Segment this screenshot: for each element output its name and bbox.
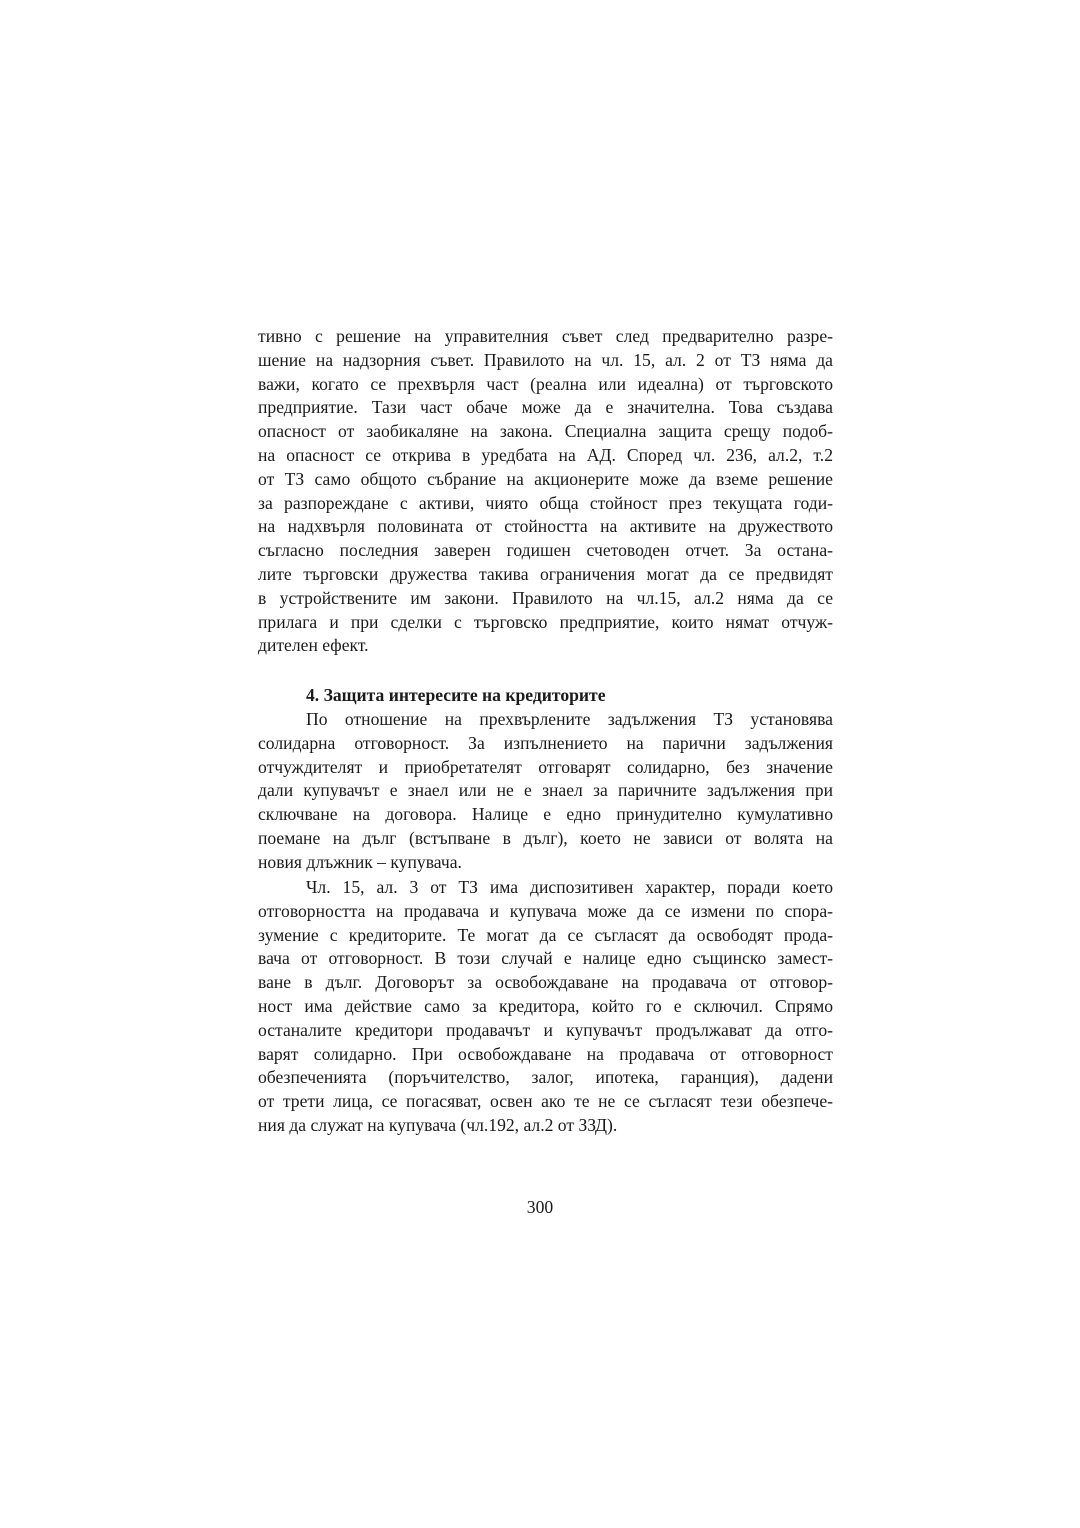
text-line: отговорността на продавача и купувача може да се измени по спора- [258,900,833,921]
paragraph [258,708,833,875]
text-line: прилага и при сделки с търговско предприятие, които нямат отчуж- [258,611,833,632]
text-line: вача от отговорност. В този случай е налице едно същинско замест- [258,948,833,969]
text-line: По отношение на прехвърлените задължения ТЗ установява [306,709,833,729]
text-line: ния да служат на купувача (чл.192, ал.2 от ЗЗД). [258,1114,618,1135]
text-line: от трети лица, се погасяват, освен ако те не се съгласят тези обезпече- [258,1091,833,1112]
text-line: Чл. 15, ал. 3 от ТЗ има диспозитивен характер, поради което [306,877,833,897]
text-line: зумение с кредиторите. Те могат да се съгласят да освободят прода- [258,924,833,945]
text-line: тивно с решение на управителния съвет след предварително разре- [258,326,833,346]
text-line: на надхвърля половината от стойността на активите на дружеството [258,516,833,537]
text-line: солидарна отговорност. За изпълнението на парични задължения [258,732,833,753]
text-line: варят солидарно. При освобождаване на продавача от отговорност [258,1043,833,1064]
text-line: важи, когато се прехвърля част (реална или идеална) от търговското [258,373,833,394]
text-line: лите търговски дружества такива ограничения могат да се предвидят [258,563,833,584]
text-line: шение на надзорния съвет. Правилото на чл. 15, ал. 2 от ТЗ няма да [258,349,833,370]
text-line: останалите кредитори продавачът и купувачът продължават да отго- [258,1019,833,1040]
text-line: опасност от заобикаляне на закона. Специална защита срещу подоб- [258,421,833,442]
paragraph [258,325,833,658]
page-number: 300 [526,1197,554,1217]
text-line: за разпореждане с активи, чиято обща стойност през текущата годи- [258,492,833,513]
text-line: ване в дълг. Договорът за освобождаване на продавача от отговор- [258,972,833,993]
text-line: на опасност се открива в уредбата на АД. Според чл. 236, ал.2, т.2 [258,444,833,465]
text-line: поемане на дълг (встъпване в дълг), което не зависи от волята на [258,827,833,848]
text-line: сключване на договора. Налице е едно принудително кумулативно [258,804,833,825]
text-line: отчуждителят и приобретателят отговарят солидарно, без значение [258,756,833,777]
text-line: в устройствените им закони. Правилото на чл.15, ал.2 няма да се [258,587,833,608]
text-line: предприятие. Тази част обаче може да е значителна. Това създава [258,397,833,418]
section-heading: 4. Защита интересите на кредиторите [306,685,606,705]
text-line: дали купувачът е знаел или не е знаел за паричните задължения при [258,780,833,801]
text-line: съгласно последния заверен годишен счетоводен отчет. За остана- [258,540,833,561]
paragraph [258,876,833,1138]
text-line: ност има действие само за кредитора, който го е сключил. Спрямо [258,995,833,1016]
text-line: новия длъжник – купувача. [258,851,462,872]
text-line: от ТЗ само общото събрание на акционерите може да вземе решение [258,468,833,489]
text-line: обезпеченията (поръчителство, залог, ипотека, гаранция), дадени [258,1067,833,1088]
text-line: дителен ефект. [258,635,369,656]
